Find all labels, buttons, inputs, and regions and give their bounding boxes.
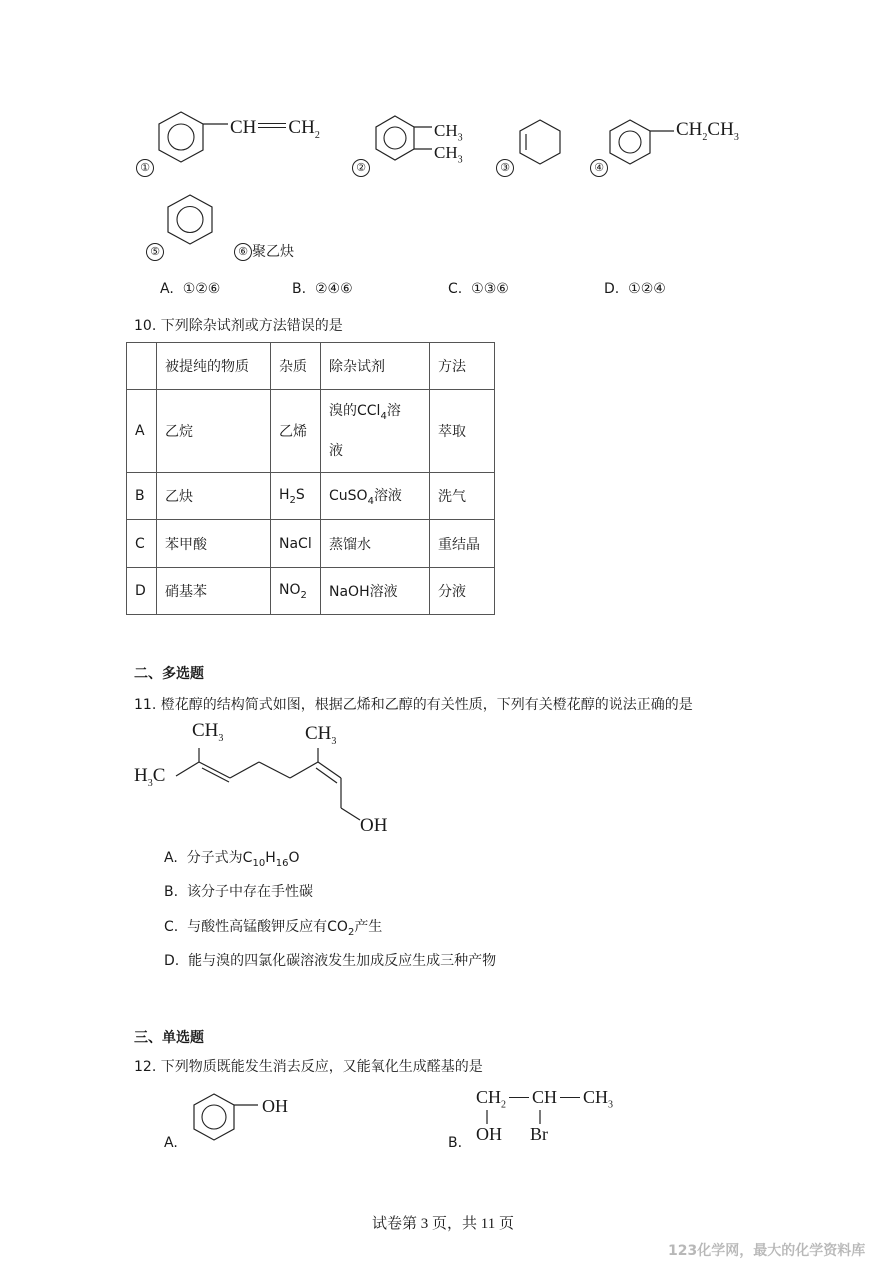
section-title-multiple-choice: 二、多选题 — [134, 666, 204, 682]
q9-option-c-value: ①③⑥ — [471, 281, 509, 297]
styrene-vinyl-group: CH $CH_2$ — [230, 117, 320, 141]
nerol-methyl-right: $CH_3$ — [305, 723, 337, 747]
structure-label-1: ① — [136, 159, 154, 177]
structure-label-5: ⑤ — [146, 243, 164, 261]
xylene-methyl-top: $CH_3$ — [434, 121, 463, 144]
phenol-hydroxyl: OH — [262, 1096, 288, 1116]
q11-option-c[interactable]: C. 与酸性高锰酸钾反应有$CO_2$产生 — [164, 919, 383, 938]
q9-option-b[interactable]: B. ②④⑥ — [292, 281, 353, 297]
structure-label-3: ③ — [496, 159, 514, 177]
structure-label-4: ④ — [590, 159, 608, 177]
q9-option-d[interactable]: D. ①②④ — [604, 281, 666, 297]
q11-option-d[interactable]: D. 能与溴的四氯化碳溶液发生加成反应生成三种产物 — [164, 953, 497, 969]
q12-stem: 12. 下列物质既能发生消去反应，又能氧化生成醛基的是 — [134, 1059, 483, 1075]
q9-option-d-value: ①②④ — [628, 281, 666, 297]
q10-stem: 10. 下列除杂试剂或方法错误的是 — [134, 318, 343, 334]
q11-option-a[interactable]: A. 分子式为$C_{10}H_{16}O$ — [164, 850, 300, 869]
q12-b-hydroxyl: OH — [476, 1124, 502, 1144]
table-row: A 乙烷 乙烯 溴的CCl$_4$溶 液 萃取 — [127, 390, 495, 473]
q9-option-b-value: ②④⑥ — [314, 281, 353, 297]
table-row: C 苯甲酸 NaCl 蒸馏水 重结晶 — [127, 520, 495, 568]
q9-option-c[interactable]: C. ①③⑥ — [448, 281, 509, 297]
table-row: B 乙炔 $H_2S$ CuSO$_4$溶液 洗气 — [127, 473, 495, 520]
nerol-methyl-terminal: $H_3C$ — [134, 765, 166, 789]
q9-option-a-value: ①②⑥ — [182, 281, 221, 297]
structure-label-2: ② — [352, 159, 370, 177]
xylene-methyl-bottom: $CH_3$ — [434, 143, 463, 166]
structure-label-6: ⑥ — [234, 243, 252, 261]
q11-stem: 11. 橙花醇的结构简式如图，根据乙烯和乙醇的有关性质，下列有关橙花醇的说法正确的是 — [134, 697, 693, 713]
q9-option-a[interactable]: A. ①②⑥ — [160, 281, 221, 297]
section-title-single-choice: 三、单选题 — [134, 1030, 204, 1046]
nerol-methyl-left: $CH_3$ — [192, 720, 224, 744]
ethyl-group: $CH_2CH_3$ — [676, 119, 739, 143]
polyacetylene-text: 聚乙炔 — [252, 244, 294, 260]
q12-b-chain: $CH_2$ CH $CH_3$ — [476, 1087, 614, 1111]
q12-option-a[interactable]: A. — [164, 1135, 178, 1151]
table-header-row: 被提纯的物质 杂质 除杂试剂 方法 — [127, 343, 495, 390]
q12-option-b[interactable]: B. — [448, 1135, 463, 1151]
table-row: D 硝基苯 $NO_2$ NaOH溶液 分液 — [127, 568, 495, 615]
watermark-text: 123化学网，最大的化学资料库 — [668, 1243, 866, 1259]
q11-option-b[interactable]: B. 该分子中存在手性碳 — [164, 884, 313, 900]
q12-b-bromine: Br — [530, 1124, 548, 1144]
page-footer: 试卷第 3 页，共 11 页 — [372, 1216, 514, 1232]
nerol-hydroxyl: OH — [360, 815, 388, 836]
